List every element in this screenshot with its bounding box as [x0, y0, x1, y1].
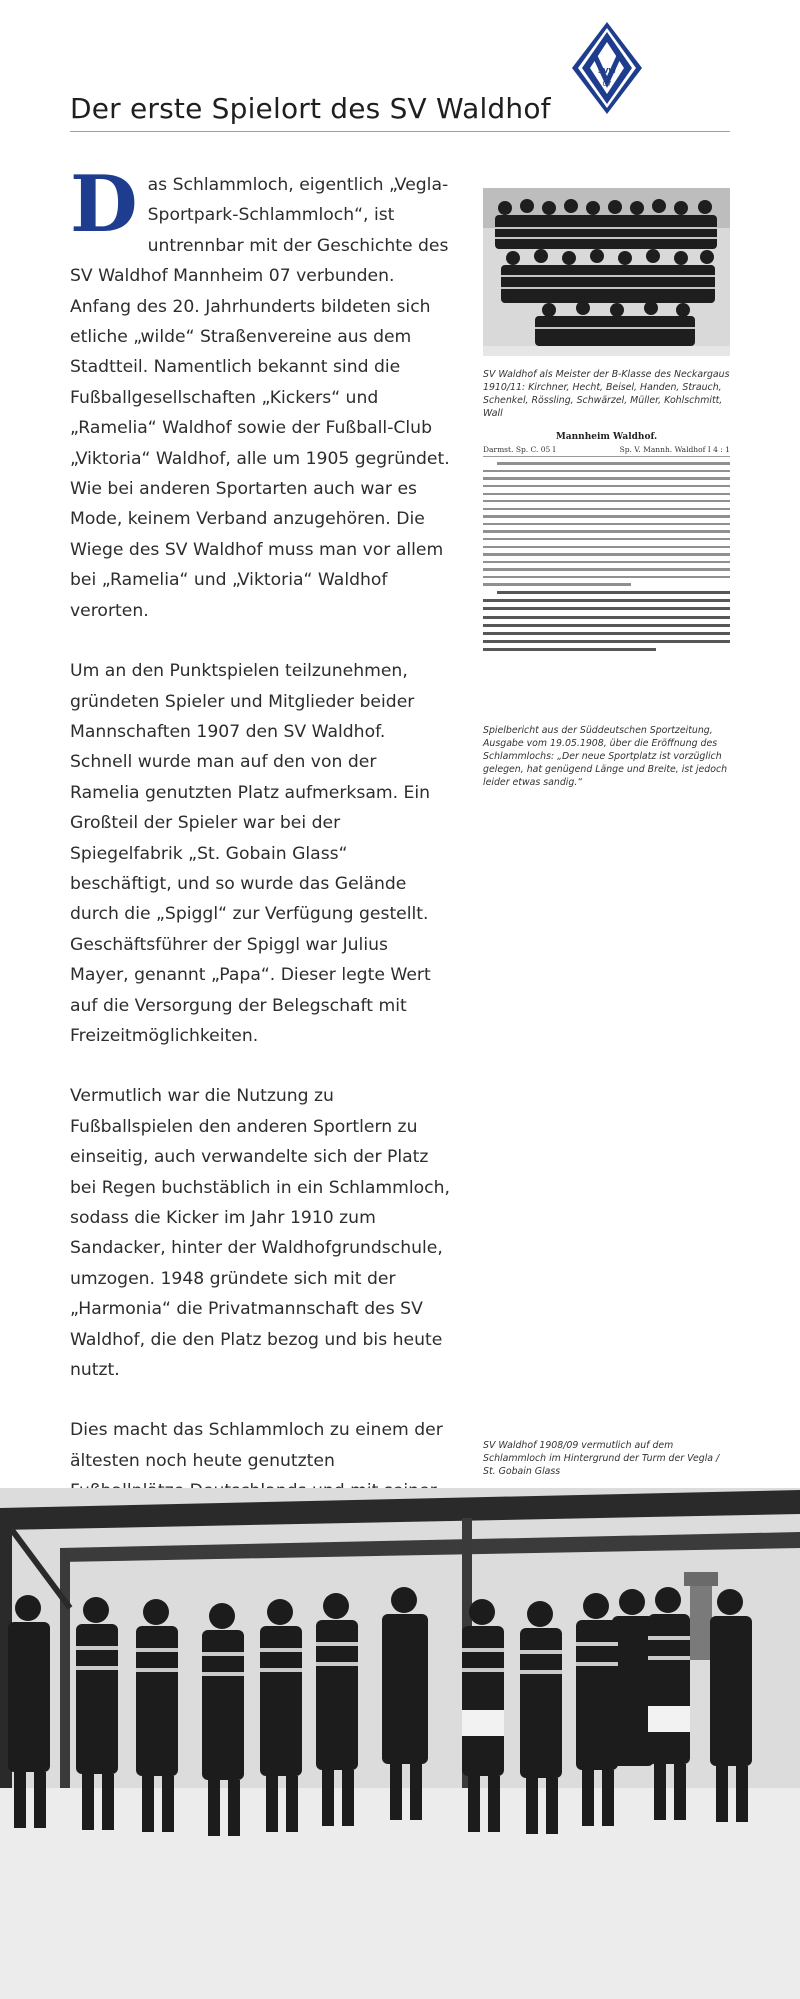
sv-waldhof-diamond-logo-icon — [570, 20, 644, 116]
team-photo-1908 — [0, 1488, 800, 1999]
logo-year: 07 — [602, 80, 612, 88]
logo-letters: SVW — [597, 67, 617, 75]
clipping-score-right: Sp. V. Mannh. Waldhof I 4 : 1 — [619, 445, 730, 454]
team-photo-1910 — [483, 188, 730, 356]
title-divider — [70, 131, 730, 132]
page-title: Der erste Spielort des SV Waldhof — [70, 92, 551, 125]
club-logo — [570, 20, 644, 116]
main-text-column — [70, 159, 450, 1628]
clipping-score-line — [483, 445, 730, 457]
team-photo-1910-image — [483, 188, 730, 356]
caption-team-photo-1908: SV Waldhof 1908/09 vermutlich auf dem Schlammloch im Hintergrund der Turm der Vegla / St. Gobain Glass — [483, 1440, 720, 1477]
clipping-score-left: Darmst. Sp. C. 05 I — [483, 445, 556, 454]
paragraph-1 — [70, 159, 450, 626]
paragraph-4: Dies macht das Schlammloch zu einem der ältesten noch heute genutzten — [70, 1420, 443, 1471]
clipping-body — [483, 462, 730, 651]
caption-team-photo-1910: SV Waldhof als Meister der B-Klasse des Neckargaus 1910/11: Kirchner, Hecht, Beisel, Handen, Strauch, Schenkel, Rössling, Schwärzel, Müller, Kohlschmitt, Wall — [483, 369, 730, 419]
paragraph-3: Vermutlich war die Nutzung zu Fußballspielen den anderen Sportlern zu einseitig, auch verwandelte sich der Platz bei Regen buchstäblich in ein Schlammloch, sodass die Kicker im Jahr 1910 zum Sandacker, hinter der Waldhofgrundschule, umzogen. 1948 gründete sich mit der „Harmonia“ die Privatmannschaft des SV Waldhof, die den Platz bezog und bis heute nutzt. — [70, 1086, 450, 1381]
caption-newspaper-clipping: Spielbericht aus der Süddeutschen Sportzeitung, Ausgabe vom 19.05.1908, über die Eröffnung des Schlammlochs: „Der neue Sportplatz ist vorzüglich gelegen, hat genügend Länge und Breite, ist jedoch leider etwas sandig.“ — [483, 725, 728, 788]
newspaper-clipping — [483, 432, 730, 712]
team-photo-1908-image — [0, 1488, 800, 1999]
clipping-masthead: Mannheim Waldhof. — [555, 432, 658, 442]
dropcap: D — [70, 159, 138, 250]
paragraph-1-text: as Schlammloch, eigentlich „Vegla-Sportpark-Schlammloch“, ist untrennbar mit der Geschichte des SV Waldhof Mannheim 07 verbunden. Anfang des 20. Jahrhunderts bildeten sich etliche „wilde“ Straßenvereine aus dem Stadtteil. Namentlich bekannt sind die Fußballgesellschaften „Kickers“ und „Ramelia“ Waldhof sowie der Fußball-Club „Viktoria“ Waldhof, alle um 1905 gegründet. Wie bei anderen Sportarten auch war es Mode, keinem Verband anzugehören. Die Wiege des SV Waldhof muss man vor allem bei „Ramelia“ und „Viktoria“ Waldhof verorten. — [70, 175, 450, 621]
paragraph-2: Um an den Punktspielen teilzunehmen, gründeten Spieler und Mitglieder beider Mannschaften 1907 den SV Waldhof. Schnell wurde man auf den von der Ramelia genutzten Platz aufmerksam. Ein Großteil der Spieler war bei der Spiegelfabrik „St. Gobain Glass“ beschäftigt, und so wurde das Gelände durch die „Spiggl“ zur Verfügung gestellt. Geschäftsführer der Spiggl war Julius Mayer, genannt „Papa“. Dieser legte Wert auf die Versorgung der Belegschaft mit Freizeitmöglichkeiten. — [70, 661, 431, 1046]
